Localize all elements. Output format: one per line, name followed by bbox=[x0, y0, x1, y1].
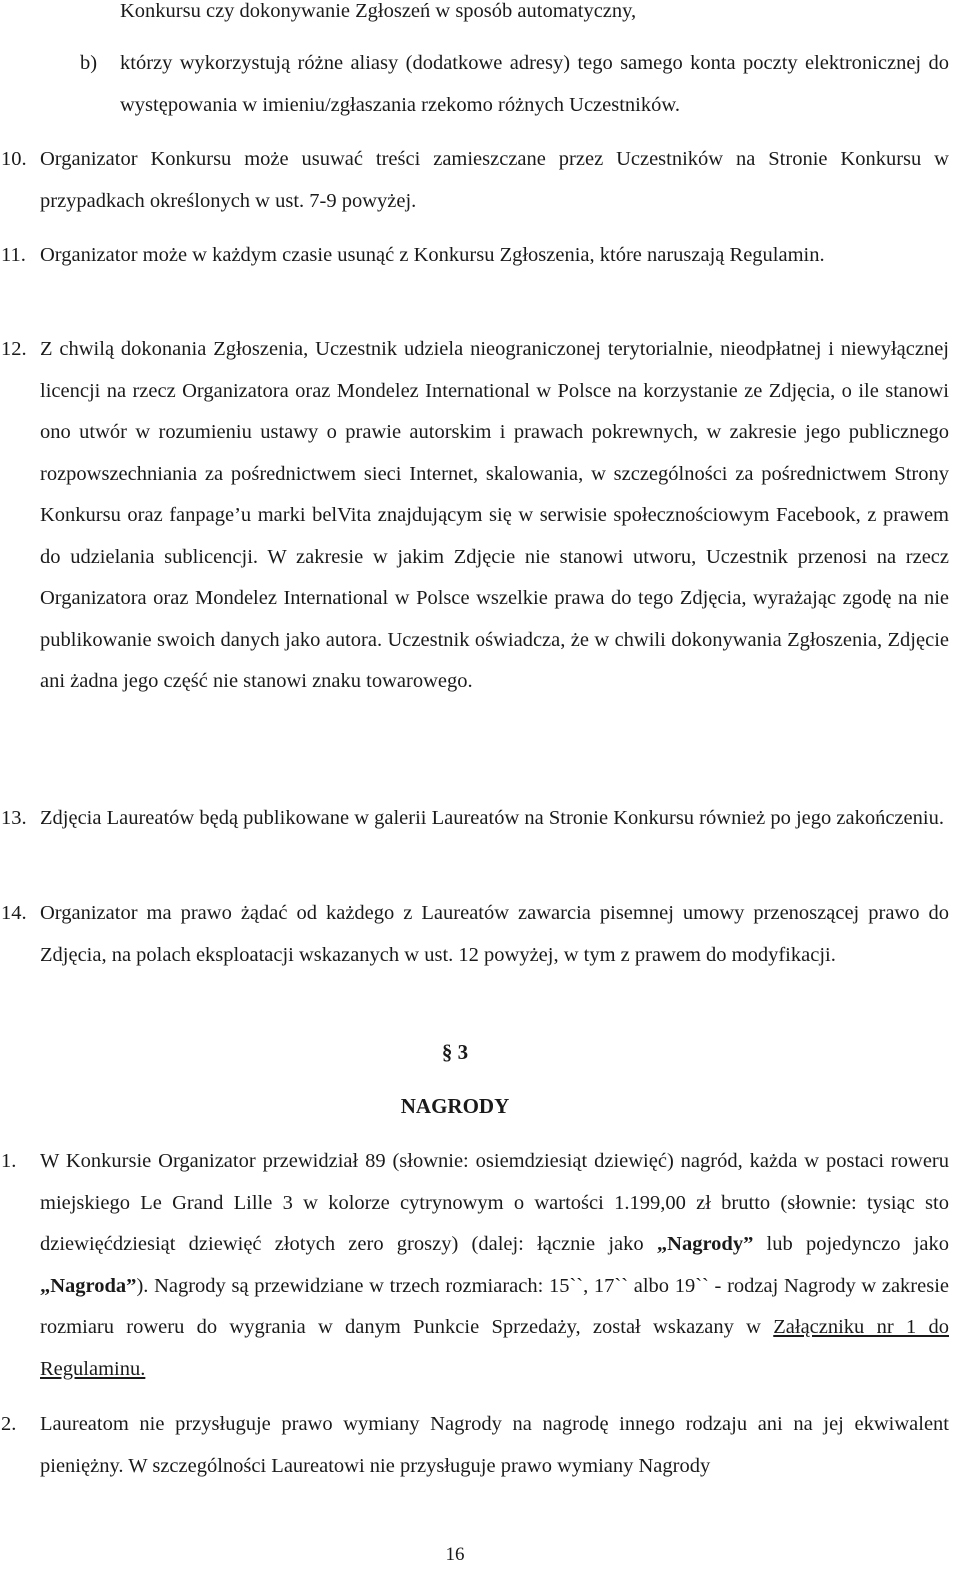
item-number: 11. bbox=[1, 244, 26, 266]
prize-item-text: Laureatom nie przysługuje prawo wymiany Nagrody na nagrodę innego rodzaju ani na jej ekwiwalent pieniężny. W szczególności Laureatowi nie przysługuje prawo wymiany Nagrody bbox=[40, 1413, 949, 1477]
item-number: 2. bbox=[1, 1413, 17, 1435]
item-text: Organizator ma prawo żądać od każdego z Laureatów zawarcia pisemnej umowy przenoszącej prawo do Zdjęcia, na polach eksploatacji wskazanych w ust. 12 powyżej, w tym z prawem do modyfikacji. bbox=[40, 902, 949, 966]
text-segment: lub pojedynczo jako bbox=[753, 1233, 949, 1255]
item-number: 12. bbox=[1, 338, 27, 360]
item-b-label: b) bbox=[80, 52, 98, 74]
text-segment: ). Nagrody są przewidziane w trzech rozmiarach: 15``, 17`` albo 19`` - rodzaj Nagrody w zakresie rozmiaru roweru do wygrania w danym Punkcie Sprzedaży, został wskazany w bbox=[40, 1274, 949, 1338]
item-text: Zdjęcia Laureatów będą publikowane w galerii Laureatów na Stronie Konkursu również po jego zakończeniu. bbox=[40, 807, 944, 829]
item-text: Organizator może w każdym czasie usunąć z Konkursu Zgłoszenia, które naruszają Regulamin. bbox=[40, 244, 825, 266]
prize-item-text bbox=[40, 1141, 949, 1390]
item-number: 1. bbox=[1, 1150, 17, 1172]
item-text: Organizator Konkursu może usuwać treści zamieszczane przez Uczestników na Stronie Konkursu w przypadkach określonych w ust. 7-9 powyżej. bbox=[40, 148, 949, 212]
item-number: 10. bbox=[1, 148, 27, 170]
item-number: 14. bbox=[1, 902, 27, 924]
item-number: 13. bbox=[1, 807, 27, 829]
item-b-text: którzy wykorzystują różne aliasy (dodatkowe adresy) tego samego konta poczty elektronicznej do występowania w imieniu/zgłaszania rzekomo różnych Uczestników. bbox=[120, 52, 949, 116]
bold-term: „Nagrody” bbox=[656, 1233, 754, 1255]
attachment-link[interactable]: Załączniku nr 1 do Regulaminu. bbox=[40, 1316, 949, 1380]
continuation-line: Konkursu czy dokonywanie Zgłoszeń w sposób automatyczny, bbox=[120, 0, 637, 22]
text-segment: W Konkursie Organizator przewidział 89 (słownie: osiemdziesiąt dziewięć) nagród, każda w postaci roweru miejskiego Le Grand Lille 3 w kolorze cytrynowym o wartości 1.199,00 zł brutto (słownie: tysiąc sto dziewięćdziesiąt dziewięć złotych zero groszy) (dalej: łącznie jako bbox=[40, 1150, 949, 1255]
item-text: Z chwilą dokonania Zgłoszenia, Uczestnik udziela nieograniczonej terytorialnie, nieodpłatnej i niewyłącznej licencji na rzecz Organizatora oraz Mondelez International w Polsce na korzystanie ze Zdjęcia, o ile stanowi ono utwór w rozumieniu ustawy o prawie autorskim i prawach pokrewnych, w zakresie jego publicznego rozpowszechniania za pośrednictwem sieci Internet, skalowania, w szczególności za pośrednictwem Strony Konkursu oraz fanpage’u marki belVita znajdującym się w serwisie społecznościowym Facebook, z prawem do udzielania sublicencji. W zakresie w jakim Zdjęcie nie stanowi utworu, Uczestnik przenosi na rzecz Organizatora oraz Mondelez International w Polsce wszelkie prawa do tego Zdjęcia, wyrażając zgodę na nie publikowanie swoich danych jako autora. Uczestnik oświadcza, że w chwili dokonywania Zgłoszenia, Zdjęcie ani żadna jego część nie stanowi znaku towarowego. bbox=[40, 338, 949, 692]
page-number: 16 bbox=[445, 1544, 465, 1565]
bold-term: „Nagroda” bbox=[40, 1274, 137, 1297]
section-title: NAGRODY bbox=[400, 1094, 510, 1118]
section-mark: § 3 bbox=[441, 1040, 469, 1064]
